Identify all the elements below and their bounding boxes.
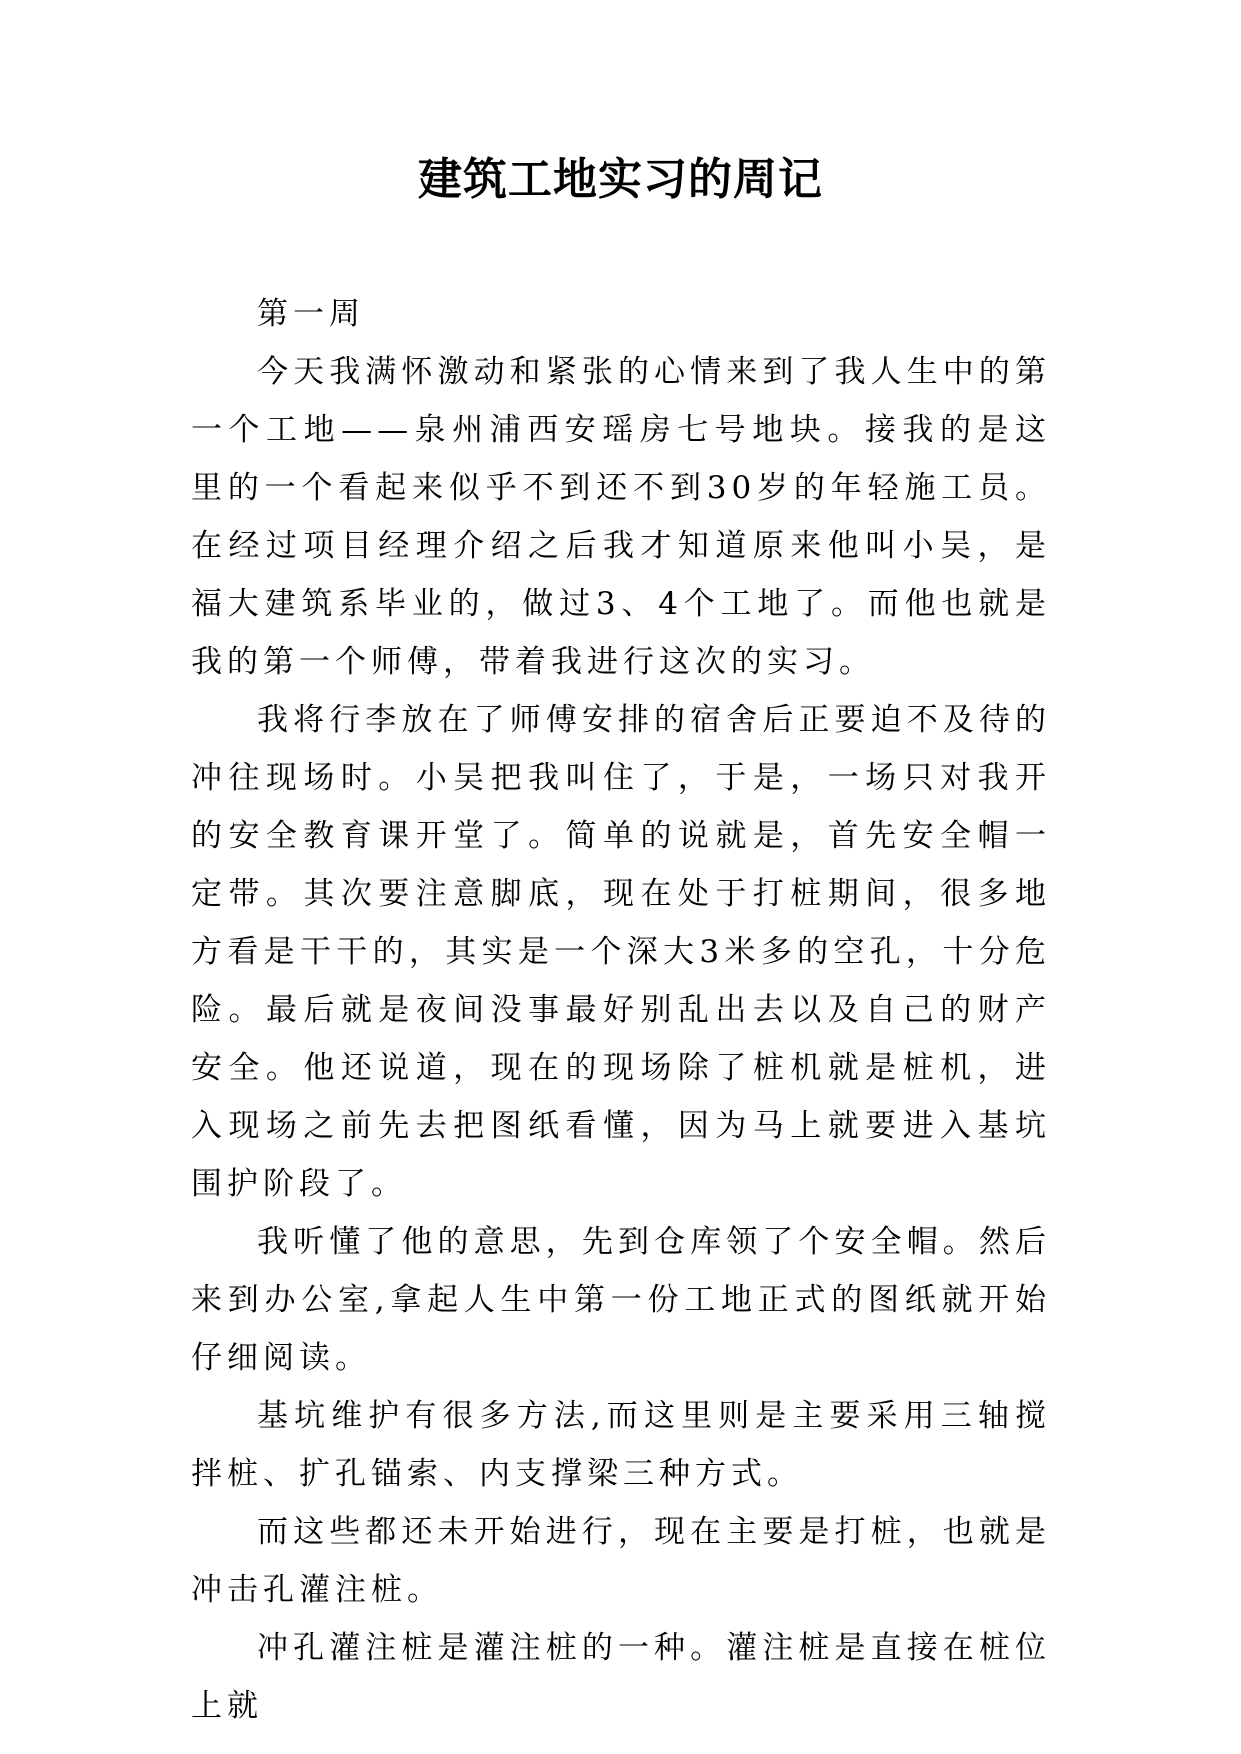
paragraph: 今天我满怀激动和紧张的心情来到了我人生中的第一个工地——泉州浦西安瑶房七号地块。接我的是这里的一个看起来似乎不到还不到30岁的年轻施工员。在经过项目经理介绍之后我才知道原来他叫小吴，是福大建筑系毕业的，做过3、4个工地了。而他也就是我的第一个师傅，带着我进行这次的实习。 — [191, 354, 1051, 680]
paragraph: 我将行李放在了师傅安排的宿舍后正要迫不及待的冲往现场时。小吴把我叫住了，于是，一场只对我开的安全教育课开堂了。简单的说就是，首先安全帽一定带。其次要注意脚底，现在处于打桩期间，很多地方看是干干的，其实是一个深大3米多的空孔，十分危险。最后就是夜间没事最好别乱出去以及自己的财产安全。他还说道，现在的现场除了桩机就是桩机，进入现场之前先去把图纸看懂，因为马上就要进入基坑围护阶段了。 — [191, 702, 1051, 1202]
paragraph: 我听懂了他的意思，先到仓库领了个安全帽。然后来到办公室,拿起人生中第一份工地正式的图纸就开始仔细阅读。 — [191, 1224, 1051, 1376]
document-body — [191, 285, 1051, 1735]
paragraph-week-heading: 第一周 — [257, 296, 365, 332]
paragraph: 冲孔灌注桩是灌注桩的一种。灌注桩是直接在桩位上就 — [191, 1630, 1051, 1724]
paragraph: 而这些都还未开始进行，现在主要是打桩，也就是冲击孔灌注桩。 — [191, 1514, 1051, 1608]
paragraph: 基坑维护有很多方法,而这里则是主要采用三轴搅拌桩、扩孔锚索、内支撑梁三种方式。 — [191, 1398, 1051, 1492]
document-title: 建筑工地实习的周记 — [418, 154, 823, 205]
